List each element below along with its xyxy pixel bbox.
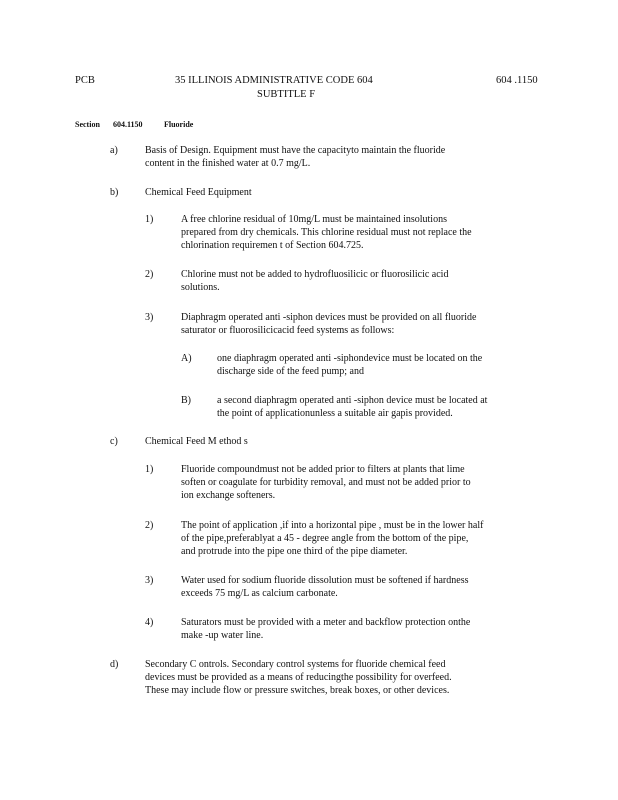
item-d-text	[145, 658, 452, 697]
section-title: Fluoride	[164, 120, 194, 129]
item-b3B-line: a second diaphragm operated anti -siphon device must be located at	[217, 395, 488, 406]
item-b3A-label: A)	[181, 353, 192, 364]
item-d-label: d)	[110, 659, 119, 670]
header-center-line1: 35 ILLINOIS ADMINISTRATIVE CODE 604	[175, 75, 373, 86]
header-right: 604 .1150	[496, 75, 538, 86]
item-a-line: Basis of Design. Equipment must have the capacityto maintain the fluoride	[145, 145, 446, 156]
item-c1-line: Fluoride compoundmust not be added prior to filters at plants that lime	[181, 464, 465, 475]
item-b1-line: chlorination requiremen t of Section 604.725.	[181, 240, 364, 251]
item-b3B-line: the point of applicationunless a suitable air gapis provided.	[217, 408, 453, 419]
item-a-label: a)	[110, 145, 118, 156]
item-c2-text	[181, 519, 483, 558]
item-c3-label: 3)	[145, 575, 154, 586]
item-b-heading: Chemical Feed Equipment	[145, 187, 252, 198]
item-c4-label: 4)	[145, 617, 154, 628]
item-b3A-line: discharge side of the feed pump; and	[217, 366, 364, 377]
item-b3-text	[181, 311, 476, 337]
section-number: 604.1150	[113, 120, 143, 129]
item-a-line: content in the finished water at 0.7 mg/L.	[145, 158, 311, 169]
item-b2-text	[181, 268, 448, 294]
header-left: PCB	[75, 75, 95, 86]
item-a-text	[145, 144, 445, 170]
item-c3-line: Water used for sodium fluoride dissolution must be softened if hardness	[181, 575, 469, 586]
item-d-line: devices must be provided as a means of reducingthe possibility for overfeed.	[145, 672, 452, 683]
item-b1-label: 1)	[145, 214, 154, 225]
item-c4-line: Saturators must be provided with a meter and backflow protection onthe	[181, 617, 471, 628]
item-b2-line: solutions.	[181, 282, 220, 293]
header-center-line2: SUBTITLE F	[257, 89, 316, 100]
item-b3A-line: one diaphragm operated anti -siphondevice must be located on the	[217, 353, 483, 364]
item-c-heading: Chemical Feed M ethod s	[145, 436, 248, 447]
item-b3B-text	[217, 394, 487, 420]
item-c1-label: 1)	[145, 464, 154, 475]
item-c3-text	[181, 574, 468, 600]
item-c2-label: 2)	[145, 520, 154, 531]
item-b3A-text	[217, 352, 482, 378]
item-c2-line: and protrude into the pipe one third of the pipe diameter.	[181, 546, 408, 557]
item-c3-line: exceeds 75 mg/L as calcium carbonate.	[181, 588, 338, 599]
item-b1-line: A free chlorine residual of 10mg/L must be maintained insolutions	[181, 214, 447, 225]
item-b3-line: saturator or fluorosilicicacid feed systems as follows:	[181, 325, 395, 336]
item-c1-text	[181, 463, 471, 502]
item-c1-line: ion exchange softeners.	[181, 490, 276, 501]
item-c2-line: The point of application ,if into a horizontal pipe , must be in the lower half	[181, 520, 484, 531]
item-b3-line: Diaphragm operated anti -siphon devices must be provided on all fluoride	[181, 312, 477, 323]
section-label: Section	[75, 120, 100, 129]
item-b2-line: Chlorine must not be added to hydrofluosilicic or fluorosilicic acid	[181, 269, 449, 280]
item-c-label: c)	[110, 436, 118, 447]
item-d-line: Secondary C ontrols. Secondary control systems for fluoride chemical feed	[145, 659, 446, 670]
item-c2-line: of the pipe,preferablyat a 45 - degree angle from the bottom of the pipe,	[181, 533, 469, 544]
item-b1-line: prepared from dry chemicals. This chlorine residual must not replace the	[181, 227, 472, 238]
item-c1-line: soften or coagulate for turbidity removal, and must not be added prior to	[181, 477, 471, 488]
item-b3B-label: B)	[181, 395, 191, 406]
item-c4-line: make -up water line.	[181, 630, 264, 641]
item-b2-label: 2)	[145, 269, 154, 280]
item-c4-text	[181, 616, 470, 642]
item-d-line: These may include flow or pressure switches, break boxes, or other devices.	[145, 685, 450, 696]
item-b-label: b)	[110, 187, 119, 198]
item-b1-text	[181, 213, 472, 252]
item-b3-label: 3)	[145, 312, 154, 323]
